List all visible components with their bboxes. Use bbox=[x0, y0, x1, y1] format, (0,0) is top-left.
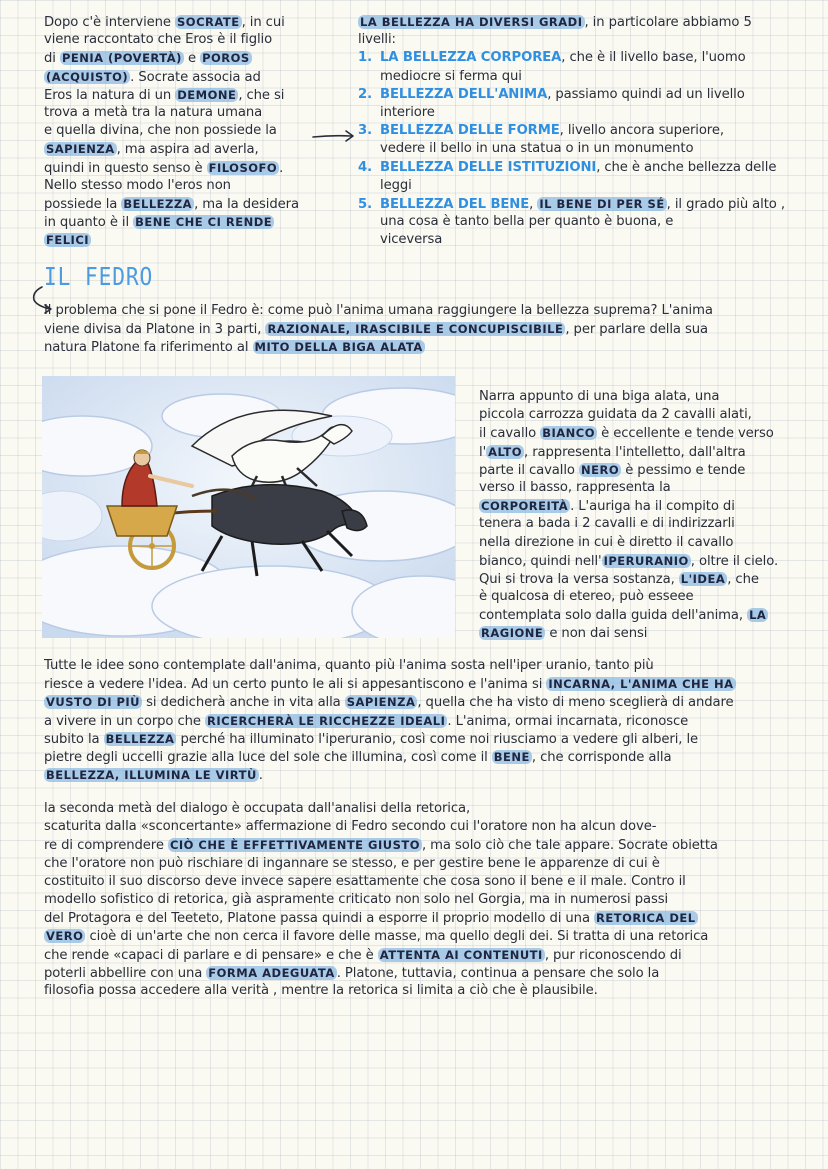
text-span: la seconda metà del dialogo è occupata dall'analisi della retorica, bbox=[44, 801, 471, 816]
biga-description bbox=[479, 388, 809, 643]
text-span: , che bbox=[727, 571, 759, 587]
text-span: , che corrisponde alla bbox=[531, 749, 672, 765]
intro-paragraph bbox=[44, 302, 804, 357]
text-span: una cosa è tanto bella per quanto è buona, e bbox=[380, 214, 674, 230]
col-left-line bbox=[44, 122, 344, 140]
text-span: nella direzione in cui è diretto il cavallo bbox=[479, 534, 734, 550]
text-span: interiore bbox=[380, 104, 435, 120]
text-span: , rappresenta l'intelletto, dall'altra bbox=[524, 444, 746, 460]
highlighted-text: VUSTO DI PIÙ bbox=[46, 695, 141, 710]
col-right-line bbox=[358, 195, 798, 213]
col-left-line bbox=[44, 159, 344, 177]
biga-text-line bbox=[479, 624, 809, 642]
col-left-line bbox=[44, 104, 344, 122]
text-span: piccola carrozza guidata da 2 cavalli alati, bbox=[479, 407, 752, 423]
highlighted-text: LA BELLEZZA HA DIVERSI GRADI bbox=[360, 15, 583, 29]
col-left-line bbox=[44, 31, 344, 49]
col-left bbox=[44, 13, 344, 249]
col-right-line bbox=[358, 68, 798, 86]
text-span: filosofia possa accedere alla verità , mentre la retorica si limita a ciò che è plausibile. bbox=[44, 982, 598, 998]
highlighted-text: RETORICA DEL bbox=[596, 911, 696, 926]
para-retorica-line bbox=[44, 855, 804, 873]
intro-line bbox=[44, 320, 804, 338]
ideas-paragraph bbox=[44, 657, 804, 784]
text-span: leggi bbox=[380, 177, 412, 193]
key-term: BELLEZZA DEL BENE bbox=[380, 196, 530, 212]
col-right-line bbox=[358, 31, 798, 49]
text-span: , che è il livello base, l'uomo bbox=[561, 50, 746, 66]
highlighted-text: RAZIONALE, IRASCIBILE E CONCUPISCIBILE bbox=[267, 322, 564, 337]
text-span: bianco, quindi nell' bbox=[479, 553, 602, 569]
biga-text-line bbox=[479, 497, 809, 515]
col-left-line bbox=[44, 13, 344, 31]
biga-text-line bbox=[479, 461, 809, 479]
para-ideas-line bbox=[44, 748, 804, 766]
para-ideas-line bbox=[44, 675, 804, 693]
highlighted-text: SOCRATE bbox=[177, 15, 240, 29]
text-span: Qui si trova la versa sostanza, bbox=[479, 571, 679, 587]
text-span: possiede la bbox=[44, 196, 122, 212]
highlighted-text: (ACQUISTO) bbox=[46, 69, 129, 84]
highlighted-text: RICERCHERÀ LE RICCHEZZE IDEALI bbox=[207, 713, 446, 728]
col-right-line bbox=[358, 140, 798, 158]
text-span: viene raccontato che Eros è il figlio bbox=[44, 32, 273, 48]
highlighted-text: BELLEZZA, ILLUMINA LE VIRTÙ bbox=[46, 768, 257, 783]
para-retorica-line bbox=[44, 982, 804, 1000]
para-retorica-line bbox=[44, 909, 804, 927]
col-left-line bbox=[44, 68, 344, 86]
arrow-right-icon bbox=[311, 125, 359, 145]
col-left-line bbox=[44, 86, 344, 104]
highlighted-text: MITO DELLA BIGA ALATA bbox=[254, 340, 423, 355]
highlighted-text: DEMONE bbox=[177, 87, 237, 102]
highlighted-text: VERO bbox=[46, 929, 84, 944]
col-right-line bbox=[358, 213, 798, 231]
highlighted-text: IPERURANIO bbox=[603, 553, 689, 568]
col-right-line bbox=[358, 104, 798, 122]
text-span: , quella che ha visto di meno sceglierà di andare bbox=[417, 695, 734, 711]
key-term: BELLEZZA DELLE FORME bbox=[380, 123, 560, 139]
highlighted-text: SAPIENZA bbox=[46, 142, 115, 157]
text-span: , passiamo quindi ad un livello bbox=[547, 86, 745, 102]
para-ideas-line bbox=[44, 730, 804, 748]
biga-text-line bbox=[479, 406, 809, 424]
key-term: BELLEZZA DELL'ANIMA bbox=[380, 86, 548, 102]
biga-text-line bbox=[479, 570, 809, 588]
text-span: in quanto è il bbox=[44, 215, 134, 231]
col-left-line bbox=[44, 140, 344, 158]
biga-text-line bbox=[479, 388, 809, 406]
highlighted-text: POROS bbox=[202, 51, 250, 66]
text-span: , livello ancora superiore, bbox=[559, 123, 724, 139]
list-number: 2. bbox=[358, 86, 372, 102]
highlighted-text: BELLEZZA bbox=[123, 196, 193, 211]
text-span: , ma solo ciò che tale appare. Socrate obietta bbox=[421, 838, 718, 854]
text-span: e non dai sensi bbox=[545, 626, 648, 642]
col-right-line bbox=[358, 49, 798, 67]
text-span: che l'oratore non può rischiare di ingannare se stesso, e per gestire bene le apparenze di cui è bbox=[44, 855, 660, 871]
para-ideas-line bbox=[44, 766, 804, 784]
text-span: Dopo c'è interviene bbox=[44, 15, 176, 30]
col-left-line bbox=[44, 49, 344, 67]
para-retorica-line bbox=[44, 946, 804, 964]
text-span: e quella divina, che non possiede la bbox=[44, 123, 277, 139]
text-span: di bbox=[44, 51, 60, 67]
text-span: natura Platone fa riferimento al bbox=[44, 340, 253, 356]
highlighted-text: CORPOREITÀ bbox=[481, 499, 569, 514]
winged-chariot-illustration bbox=[42, 376, 455, 638]
col-right-line bbox=[358, 122, 798, 140]
rhetoric-paragraph bbox=[44, 800, 804, 1000]
para-retorica-line bbox=[44, 873, 804, 891]
highlighted-text: L'IDEA bbox=[680, 571, 726, 586]
text-span: , per parlare della sua bbox=[565, 322, 708, 338]
text-span: livelli: bbox=[358, 32, 396, 48]
highlighted-text: ALTO bbox=[488, 444, 523, 459]
col-right-line bbox=[358, 159, 798, 177]
text-span: vedere il bello in una statua o in un monumento bbox=[380, 141, 694, 157]
text-span: trova a metà tra la natura umana bbox=[44, 104, 263, 120]
text-span: e bbox=[183, 51, 201, 67]
text-span: , che si bbox=[238, 87, 285, 103]
text-span: si dedicherà anche in vita alla bbox=[142, 695, 345, 711]
text-span: re di comprendere bbox=[44, 838, 168, 854]
text-span: . L'auriga ha il compito di bbox=[570, 499, 735, 515]
highlighted-text: FILOSOFO bbox=[208, 160, 278, 175]
text-span: Nello stesso modo l'eros non bbox=[44, 177, 231, 193]
list-number: 5. bbox=[358, 196, 372, 212]
text-span: costituito il suo discorso deve invece sapere esattamente che cosa sono il bene e il male. Contro il bbox=[44, 873, 686, 889]
text-span: , ma aspira ad averla, bbox=[116, 142, 259, 158]
text-span: modello sofistico di retorica, già aspramente criticato non solo nel Gorgia, ma in numerosi passi bbox=[44, 891, 669, 907]
col-left-line bbox=[44, 213, 344, 231]
text-span: , che è anche bellezza delle bbox=[596, 159, 777, 175]
text-span: , il grado più alto , bbox=[666, 196, 785, 212]
highlighted-text: ATTENTA AI CONTENUTI bbox=[379, 947, 543, 962]
highlighted-text: IL BENE DI PER SÉ bbox=[539, 196, 665, 211]
list-number: 3. bbox=[358, 123, 372, 139]
text-span: , bbox=[529, 196, 538, 212]
highlighted-text: INCARNA, L'ANIMA CHE HA bbox=[548, 677, 734, 692]
text-span: . bbox=[258, 768, 263, 784]
text-span: contemplata solo dalla guida dell'anima, bbox=[479, 608, 748, 624]
text-span: pietre degli uccelli grazie alla luce del sole che illumina, così come il bbox=[44, 749, 492, 765]
col-right-line bbox=[358, 177, 798, 195]
highlighted-text: PENIA (POVERTÀ) bbox=[61, 51, 182, 66]
text-span: tenera a bada i 2 cavalli e di indirizzarli bbox=[479, 516, 735, 532]
text-span: scaturita dalla «sconcertante» affermazione di Fedro secondo cui l'oratore non ha alcun dove- bbox=[44, 819, 657, 835]
text-span: , in cui bbox=[241, 15, 285, 30]
text-span: è qualcosa di etereo, può esseee bbox=[479, 589, 694, 605]
text-span: verso il basso, rappresenta la bbox=[479, 479, 671, 495]
text-span: viceversa bbox=[380, 232, 443, 248]
text-span: del Protagora e del Teeteto, Platone passa quindi a esporre il proprio modello di una bbox=[44, 911, 595, 927]
highlighted-text: FELICI bbox=[46, 233, 90, 248]
para-retorica-line bbox=[44, 964, 804, 982]
para-retorica-line bbox=[44, 927, 804, 945]
text-span: l' bbox=[479, 444, 487, 460]
highlighted-text: BIANCO bbox=[542, 426, 596, 441]
key-term: LA BELLEZZA CORPOREA bbox=[380, 50, 562, 66]
col-left-line bbox=[44, 177, 344, 195]
highlighted-text: SAPIENZA bbox=[346, 695, 416, 710]
list-number: 1. bbox=[358, 50, 372, 66]
section-title: IL FEDRO bbox=[44, 262, 154, 291]
text-span: . Socrate associa ad bbox=[130, 69, 261, 85]
biga-text-line bbox=[479, 479, 809, 497]
biga-text-line bbox=[479, 534, 809, 552]
text-span: mediocre si ferma qui bbox=[380, 68, 522, 84]
biga-text-line bbox=[479, 606, 809, 624]
col-right-line bbox=[358, 13, 798, 31]
text-span: è pessimo e tende bbox=[621, 462, 746, 478]
highlighted-text: RAGIONE bbox=[481, 626, 544, 641]
text-span: il cavallo bbox=[479, 426, 541, 442]
list-number: 4. bbox=[358, 159, 372, 175]
para-retorica-line bbox=[44, 800, 804, 818]
text-span: , ma la desidera bbox=[194, 196, 299, 212]
highlighted-text: BELLEZZA bbox=[105, 731, 175, 746]
text-span: che rende «capaci di parlare e di pensare» e che è bbox=[44, 947, 378, 963]
para-ideas-line bbox=[44, 657, 804, 675]
text-span: è eccellente e tende verso bbox=[597, 426, 774, 442]
text-span: viene divisa da Platone in 3 parti, bbox=[44, 322, 266, 338]
text-span: poterli abbellire con una bbox=[44, 965, 207, 981]
intro-line bbox=[44, 302, 804, 320]
col-left-line bbox=[44, 231, 344, 249]
text-span: . bbox=[279, 160, 284, 176]
col-right-line bbox=[358, 86, 798, 104]
para-retorica-line bbox=[44, 818, 804, 836]
highlighted-text: BENE CHE CI RENDE bbox=[135, 215, 273, 230]
para-retorica-line bbox=[44, 836, 804, 854]
text-span: Tutte le idee sono contemplate dall'anima, quanto più l'anima sosta nell'iper uranio, tanto più bbox=[44, 658, 654, 673]
col-right bbox=[358, 13, 798, 249]
text-span: . Platone, tuttavia, continua a pensare che solo la bbox=[336, 965, 660, 981]
para-retorica-line bbox=[44, 891, 804, 909]
text-span: Narra appunto di una biga alata, una bbox=[479, 389, 720, 404]
biga-text-line bbox=[479, 588, 809, 606]
text-span: a vivere in un corpo che bbox=[44, 713, 206, 729]
text-span: . L'anima, ormai incarnata, riconosce bbox=[447, 713, 689, 729]
text-span: subito la bbox=[44, 731, 104, 747]
text-span: cioè di un'arte che non cerca il favore delle masse, ma quello degli dei. Si tratta di una retorica bbox=[85, 929, 709, 945]
col-left-line bbox=[44, 195, 344, 213]
key-term: BELLEZZA DELLE ISTITUZIONI bbox=[380, 159, 597, 175]
text-span: Il problema che si pone il Fedro è: come può l'anima umana raggiungere la bellezza suprema? L'anima bbox=[44, 303, 713, 318]
para-ideas-line bbox=[44, 693, 804, 711]
text-span: riesce a vedere l'idea. Ad un certo punto le ali si appesantiscono e l'anima si bbox=[44, 677, 547, 693]
biga-text-line bbox=[479, 552, 809, 570]
biga-text-line bbox=[479, 443, 809, 461]
col-right-line bbox=[358, 231, 798, 249]
text-span: , oltre il cielo. bbox=[690, 553, 779, 569]
biga-text-line bbox=[479, 515, 809, 533]
highlighted-text: FORMA ADEGUATA bbox=[208, 965, 335, 980]
text-span: quindi in questo senso è bbox=[44, 160, 207, 176]
text-span: , in particolare abbiamo 5 bbox=[584, 15, 752, 30]
highlighted-text: LA bbox=[749, 608, 767, 623]
highlighted-text: NERO bbox=[580, 462, 620, 477]
biga-text-line bbox=[479, 424, 809, 442]
text-span: parte il cavallo bbox=[479, 462, 579, 478]
highlighted-text: BENE bbox=[493, 749, 530, 764]
para-ideas-line bbox=[44, 712, 804, 730]
text-span: Eros la natura di un bbox=[44, 87, 176, 103]
text-span: perché ha illuminato l'iperuranio, così come noi riusciamo a vedere gli alberi, le bbox=[176, 731, 699, 747]
intro-line bbox=[44, 338, 804, 356]
text-span: , pur riconoscendo di bbox=[544, 947, 682, 963]
highlighted-text: CIÒ CHE È EFFETTIVAMENTE GIUSTO bbox=[169, 838, 420, 853]
